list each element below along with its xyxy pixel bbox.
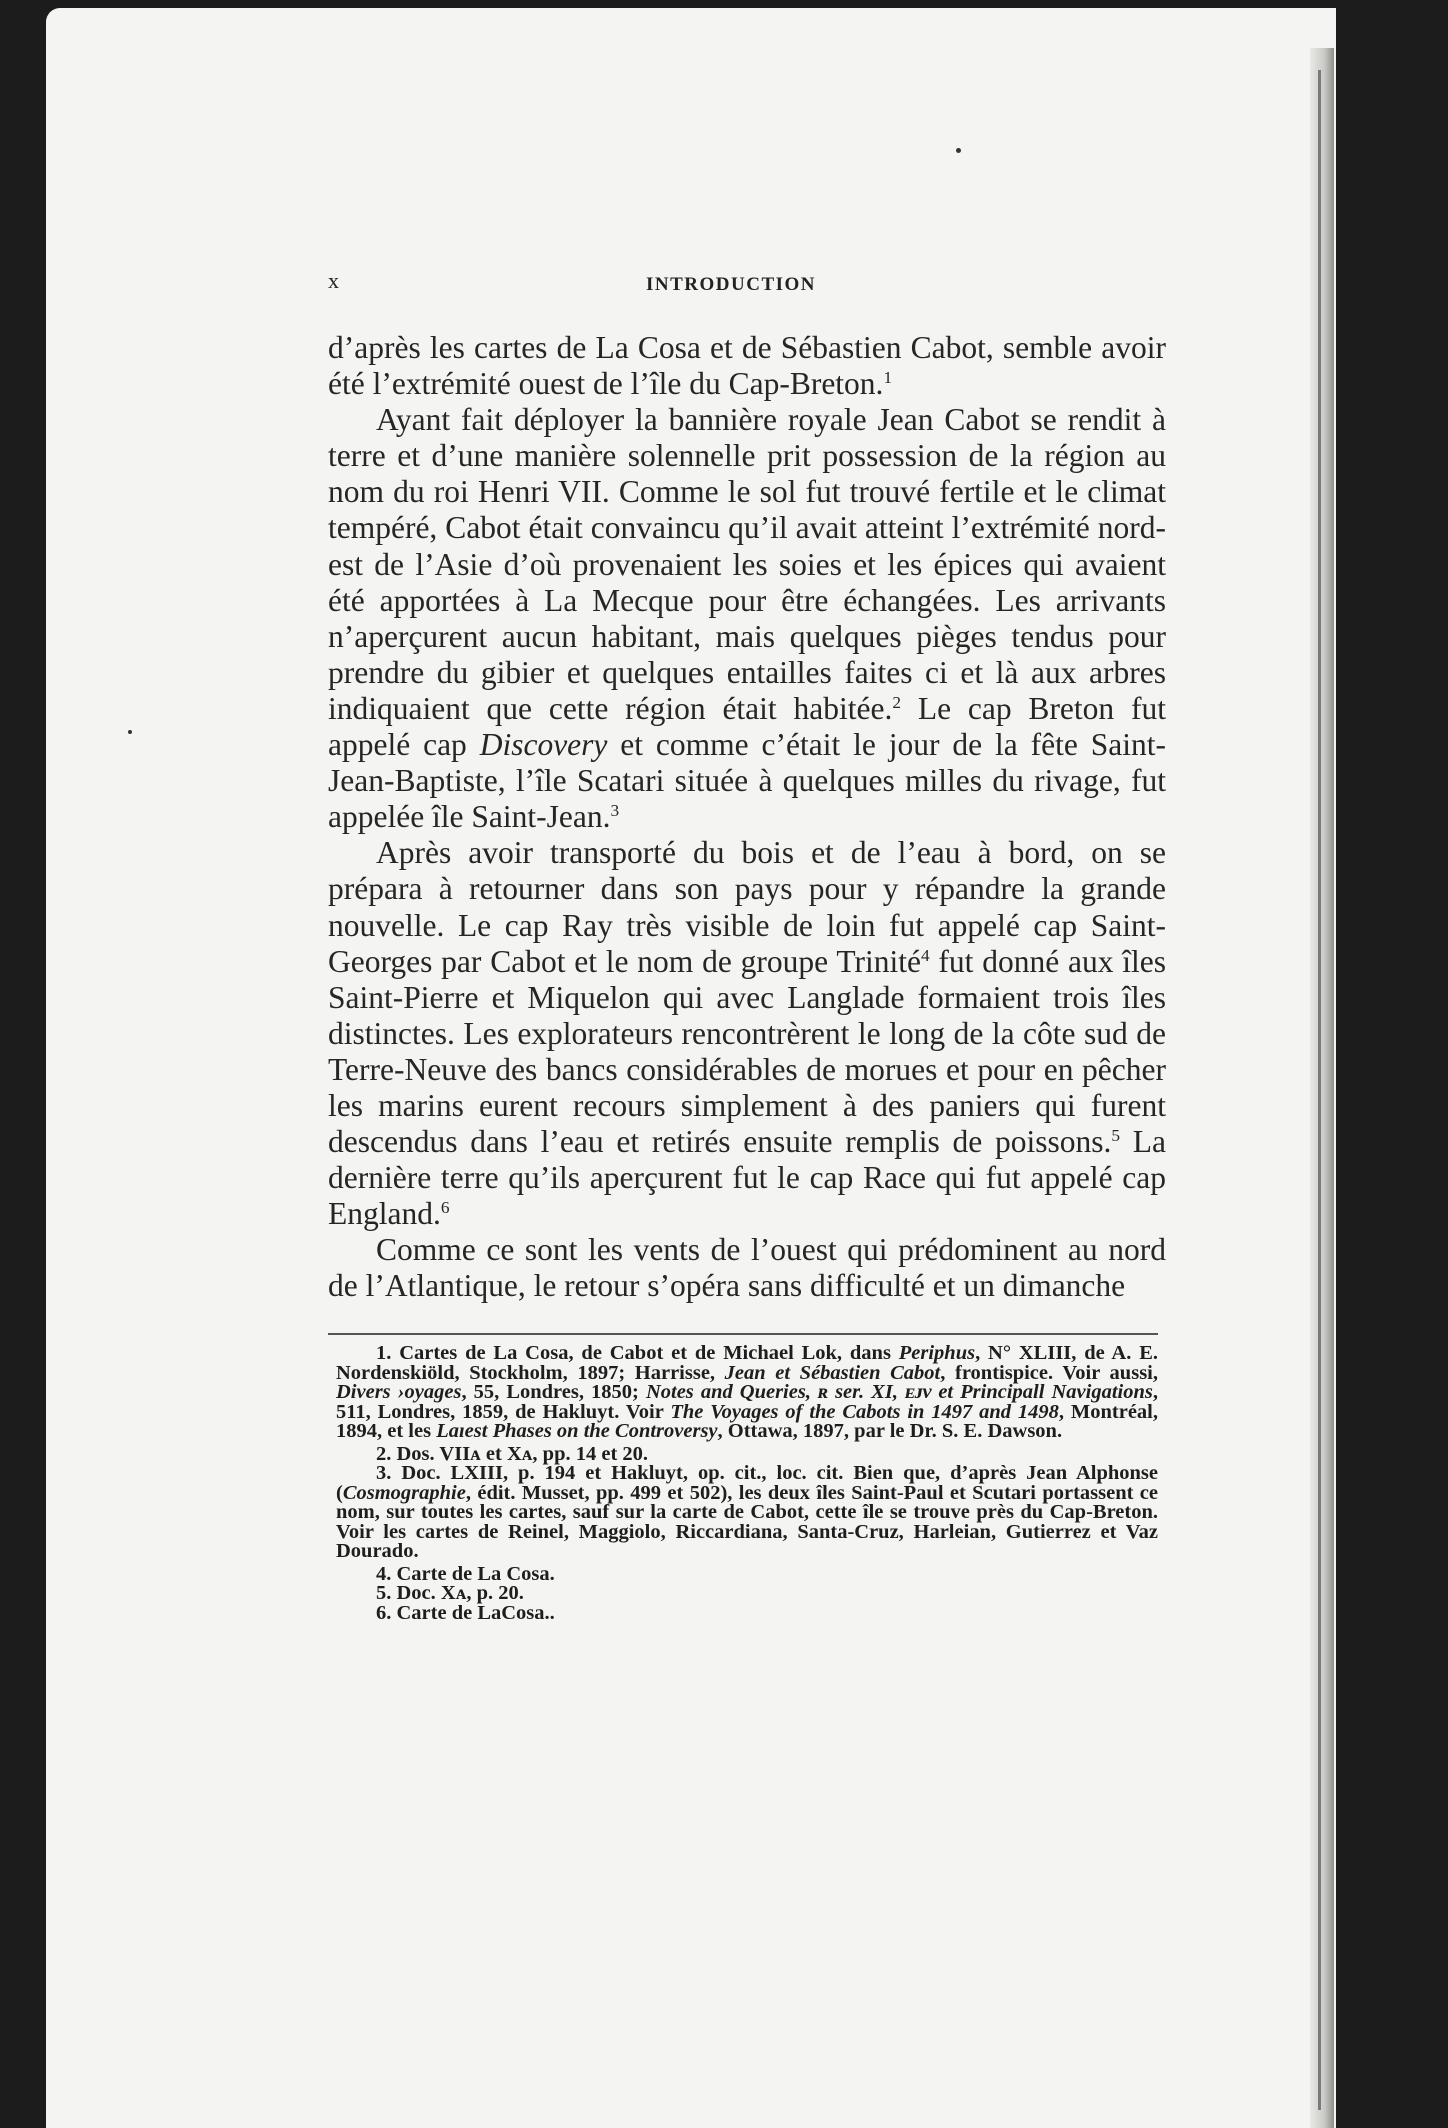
page-header	[46, 268, 1336, 308]
note-ref: 5	[1111, 1125, 1121, 1145]
paragraph: Comme ce sont les vents de l’ouest qui prédominent au nord de l’Atlantique, le retour s’opéra sans difficulté et un dimanche	[328, 1232, 1166, 1304]
footnote-4: 4. Carte de La Cosa.	[376, 1562, 555, 1585]
ink-speck	[128, 730, 132, 734]
paragraph: Après avoir transporté du bois et de l’eau à bord, on se prépara à retourner dans son pays pour y répandre la grande nouvelle. Le cap Ray très visible de loin fut appelé cap Saint-Georges par Cabot et le nom de groupe Trinité$^4$ fut donné aux îles Saint-Pierre et Miquelon qui avec Langlade formaient trois îles distinctes. Les explorateurs rencontrèrent le long de la côte sud de Terre-Neuve des bancs considérables de morues et pour en pêcher les marins eurent recours simplement à des paniers qui furent descendus dans l’eau et retirés ensuite remplis de poissons.$^5$ La dernière terre qu’ils aperçurent fut le cap Race qui fut appelé cap England.$^6$	[328, 835, 1166, 1232]
footnote-3: 3. Doc. LXIII, p. 194 et Hakluyt, op. cit., loc. cit. Bien que, d’après Jean Alphonse (Cosmographie, édit. Musset, pp. 499 et 502), les deux îles Saint-Paul et Scutari portassent ce nom, sur toutes les cartes, sauf sur la carte de Cabot, cette île se trouve près du Cap-Breton. Voir les cartes de Reinel, Maggiolo, Riccardiana, Santa-Cruz, Harleian, Gutierrez et Vaz Dourado.	[336, 1462, 1158, 1562]
footnote-1: 1. Cartes de La Cosa, de Cabot et de Michael Lok, dans Periphus, N° XLIII, de A. E. Nordenskiöld, Stockholm, 1897; Harrisse, Jean et Sébastien Cabot, frontispice. Voir aussi, Divers ›oyages, 55, Londres, 1850; Notes and Queries, ʀ ser. XI, ᴇᴊᴠ et Principall Navigations, 511, Londres, 1859, de Hakluyt. Voir The Voyages of the Cabots in 1497 and 1498, Montréal, 1894, et les Laıest Phases on the Controversy, Ottawa, 1897, par le Dr. S. E. Dawson.	[336, 1342, 1158, 1442]
note-ref: 2	[892, 692, 901, 712]
running-head: INTRODUCTION	[646, 274, 817, 295]
paragraph: Ayant fait déployer la bannière royale Jean Cabot se rendit à terre et d’une manière solennelle prit possession de la région au nom du roi Henri VII. Comme le sol fut trouvé fertile et le climat tempéré, Cabot était convaincu qu’il avait atteint l’extrémité nord-est de l’Asie d’où provenaient les soies et les épices qui avaient été apportées à La Mecque pour être échangées. Les arrivants n’aperçurent aucun habitant, mais quelques pièges tendus pour prendre du gibier et quelques entailles faites ci et là aux arbres indiquaient que cette région était habitée.$^2$ Le cap Breton fut appelé cap Discovery et comme c’était le jour de la fête Saint-Jean-Baptiste, l’île Scatari située à quelques milles du rivage, fut appelée île Saint-Jean.$^3$	[328, 402, 1166, 835]
footnote-6: 6. Carte de LaCosa..	[376, 1601, 555, 1624]
page-edge	[1310, 48, 1334, 2128]
page-edge-line	[1318, 70, 1321, 2110]
ink-speck	[956, 148, 961, 153]
paragraph: d’après les cartes de La Cosa et de Sébastien Cabot, semble avoir été l’extrémité ouest de l’île du Cap-Breton.$^1$	[328, 330, 1166, 402]
footnote-5: 5. Doc. Xᴀ, p. 20.	[376, 1582, 524, 1604]
note-ref: 4	[920, 945, 930, 965]
footnote-2: 2. Dos. VIIᴀ et Xᴀ, pp. 14 et 20.	[376, 1442, 649, 1465]
footnotes	[336, 1344, 1158, 1623]
note-ref: 6	[440, 1198, 450, 1217]
body-text	[328, 330, 1166, 1305]
note-ref: 1	[883, 367, 893, 387]
note-ref: 3	[610, 800, 620, 820]
footnote-rule	[328, 1333, 1158, 1335]
page-number: x	[328, 268, 339, 293]
book-page	[46, 8, 1336, 2128]
